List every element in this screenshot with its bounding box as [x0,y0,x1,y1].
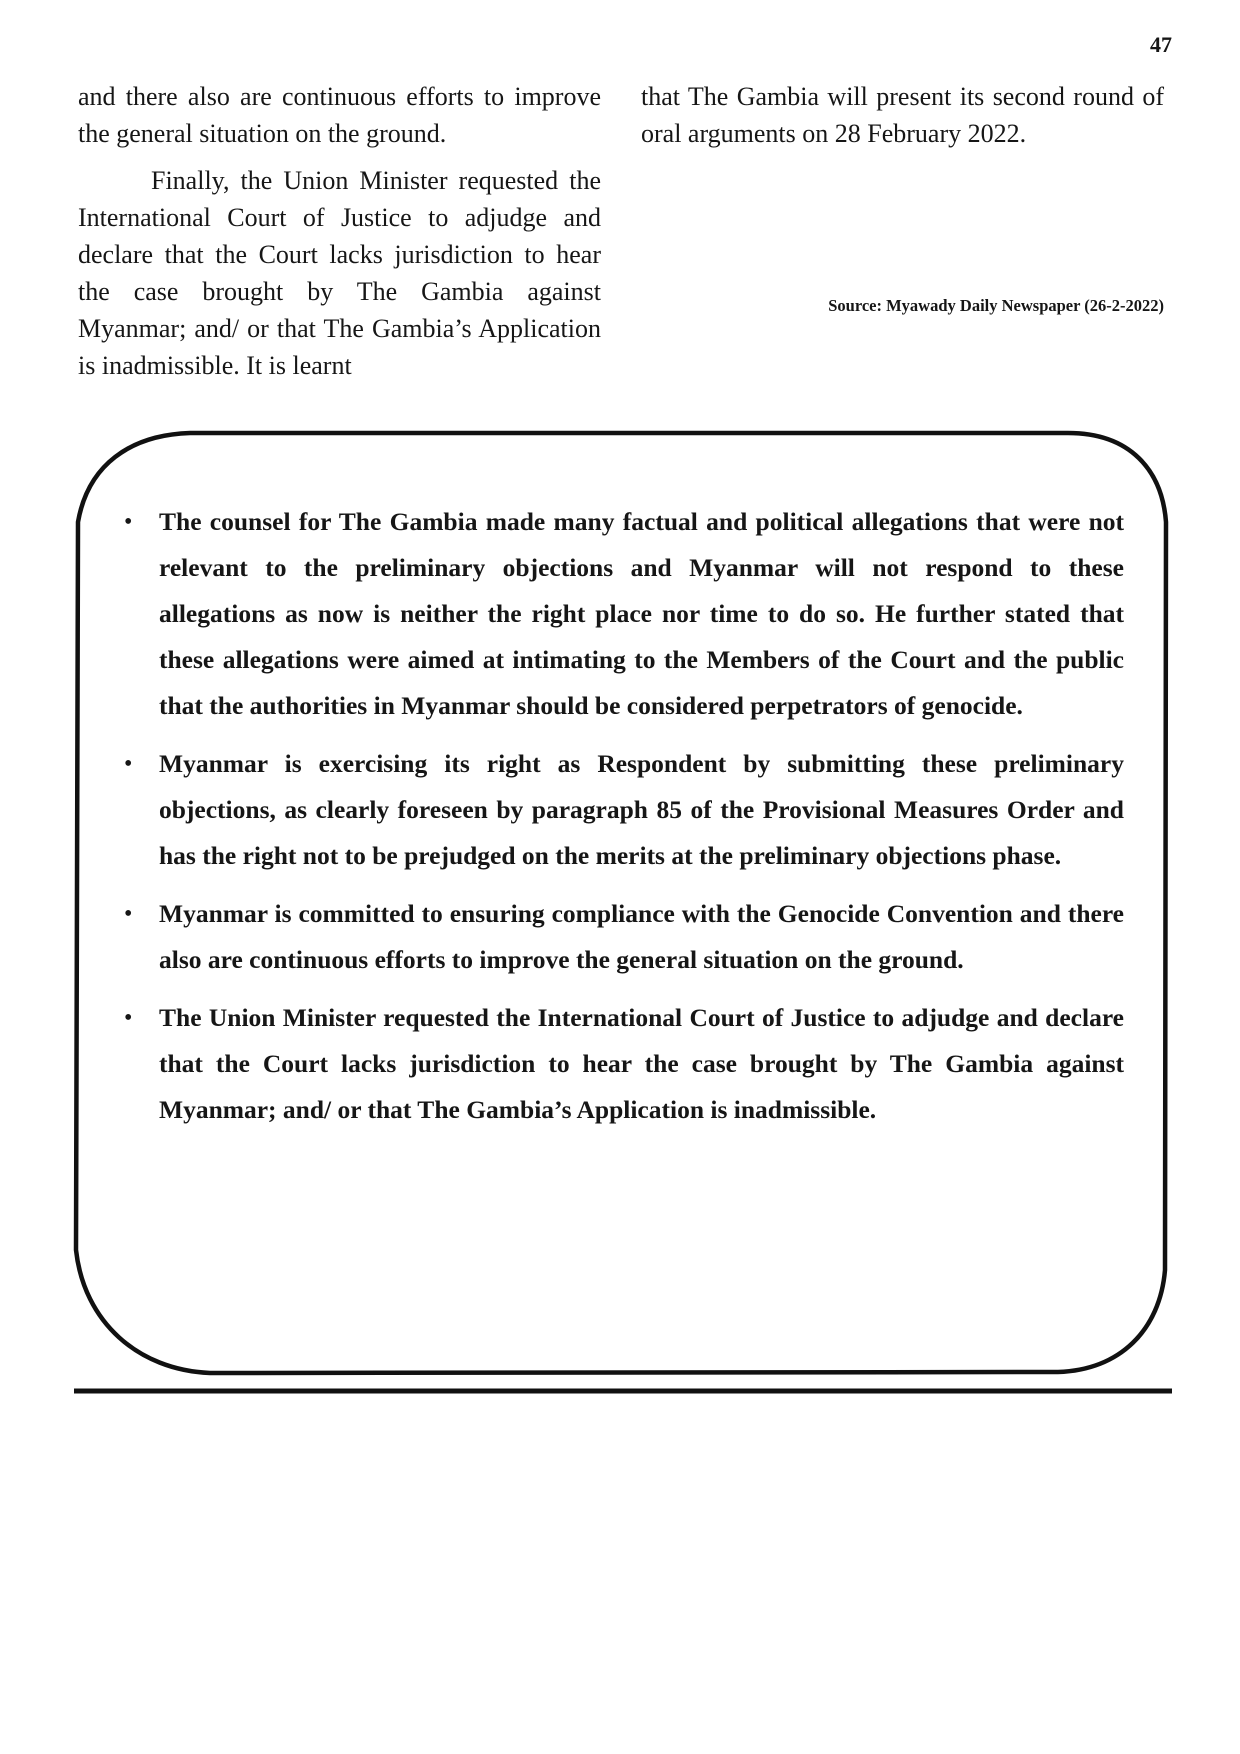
article-paragraph: and there also are continuous efforts to improve the general situation on the ground. [78,82,601,148]
summary-bullet-item: • The Union Minister requested the International Court of Justice to adjudge and declare that the Court lacks jurisdiction to hear the case brought by The Gambia against Myanmar; and/ or that The Gambia’s Application is inadmissible. [124,995,1124,1133]
article-left-column [78,78,601,384]
summary-bullet-item: • The counsel for The Gambia made many factual and political allegations that were not relevant to the preliminary objections and Myanmar will not respond to these allegations as now is neither the right place nor time to do so. He further stated that these allegations were aimed at intimating to the Members of the Court and the public that the authorities in Myanmar should be considered perpetrators of genocide. [124,499,1124,729]
article-right-column [641,78,1164,152]
source-citation: Source: Myawady Daily Newspaper (26-2-2022) [828,296,1164,315]
summary-bullet-item: • Myanmar is exercising its right as Respondent by submitting these preliminary objections, as clearly foreseen by paragraph 85 of the Provisional Measures Order and has the right not to be prejudged on the merits at the preliminary objections phase. [124,741,1124,879]
summary-bullet-list [124,499,1124,1145]
article-paragraph: that The Gambia will present its second round of oral arguments on 28 February 2022. [641,82,1164,148]
article-paragraph: Finally, the Union Minister requested the International Court of Justice to adjudge and declare that the Court lacks jurisdiction to hear the case brought by The Gambia against Myanmar; and/ or that The Gambia’s Application is inadmissible. It is learnt [78,166,601,380]
summary-bullet-item: • Myanmar is committed to ensuring compliance with the Genocide Convention and there also are continuous efforts to improve the general situation on the ground. [124,891,1124,983]
page-number: 47 [1150,32,1172,57]
